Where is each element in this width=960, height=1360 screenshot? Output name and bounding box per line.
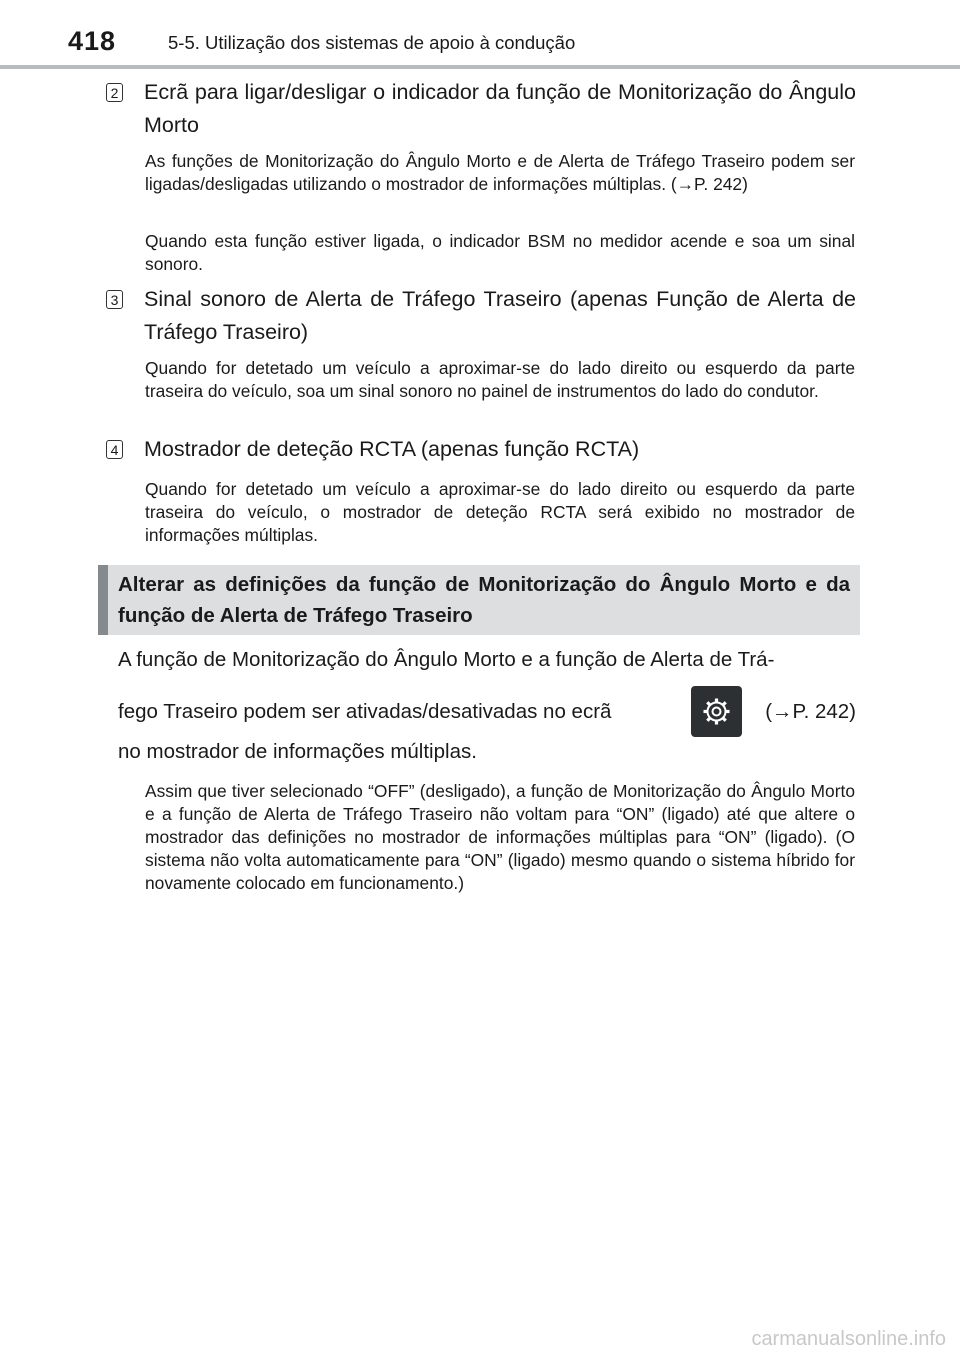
chapter-title: 5-5. Utilização dos sistemas de apoio à condução	[168, 32, 576, 53]
item-number-badge: 2	[106, 83, 123, 102]
section-body-line-2b: (→P. 242)	[765, 700, 856, 723]
gear-icon	[691, 686, 742, 737]
item-title: Sinal sonoro de Alerta de Tráfego Traseiro (apenas Função de Alerta de Tráfego Traseiro)	[144, 287, 856, 344]
section-body-line-1: A função de Monitorização do Ângulo Morto e a função de Alerta de Trá-	[118, 648, 775, 671]
section-body-line-2a: fego Traseiro podem ser ativadas/desativadas no ecrã	[118, 700, 612, 723]
settings-screen-icon	[691, 686, 742, 737]
item-number-badge: 4	[106, 440, 123, 459]
item-paragraph: As funções de Monitorização do Ângulo Morto e de Alerta de Tráfego Traseiro podem ser ligadas/desligadas utilizando o mostrador de informações múltiplas. (→P. 242)	[145, 151, 855, 194]
page-header	[0, 22, 960, 64]
header-rule	[0, 65, 960, 69]
item-paragraph: Quando for detetado um veículo a aproximar-se do lado direito ou esquerdo da parte traseira do veículo, o mostrador de deteção RCTA será exibido no mostrador de informações múltiplas.	[145, 479, 855, 545]
item-title: Ecrã para ligar/desligar o indicador da função de Monitorização do Ângulo Morto	[144, 80, 856, 137]
section-body-line-3: no mostrador de informações múltiplas.	[118, 740, 477, 763]
section-heading-box	[98, 565, 860, 635]
page-number: 418	[68, 26, 117, 56]
section-title: Alterar as definições da função de Monitorização do Ângulo Morto e da função de Alerta de Tráfego Traseiro	[118, 573, 850, 627]
item-number-badge: 3	[106, 290, 123, 309]
item-title: Mostrador de deteção RCTA (apenas função RCTA)	[144, 437, 640, 461]
section-note: Assim que tiver selecionado “OFF” (desligado), a função de Monitorização do Ângulo Morto e a função de Alerta de Tráfego Traseiro não voltam para “ON” (ligado) até que altere o mostrador das definições no mostrador de informações múltiplas para “ON” (ligado). (O sistema não volta automaticamente para “ON” (ligado) mesmo quando o sistema híbrido for novamente colocado em funcionamento.)	[145, 781, 855, 893]
watermark: carmanualsonline.info	[751, 1328, 946, 1350]
section-heading-bar	[98, 565, 108, 635]
item-paragraph: Quando for detetado um veículo a aproximar-se do lado direito ou esquerdo da parte traseira do veículo, soa um sinal sonoro no painel de instrumentos do lado do condutor.	[145, 358, 855, 401]
item-paragraph: Quando esta função estiver ligada, o indicador BSM no medidor acende e soa um sinal sonoro.	[145, 231, 855, 274]
